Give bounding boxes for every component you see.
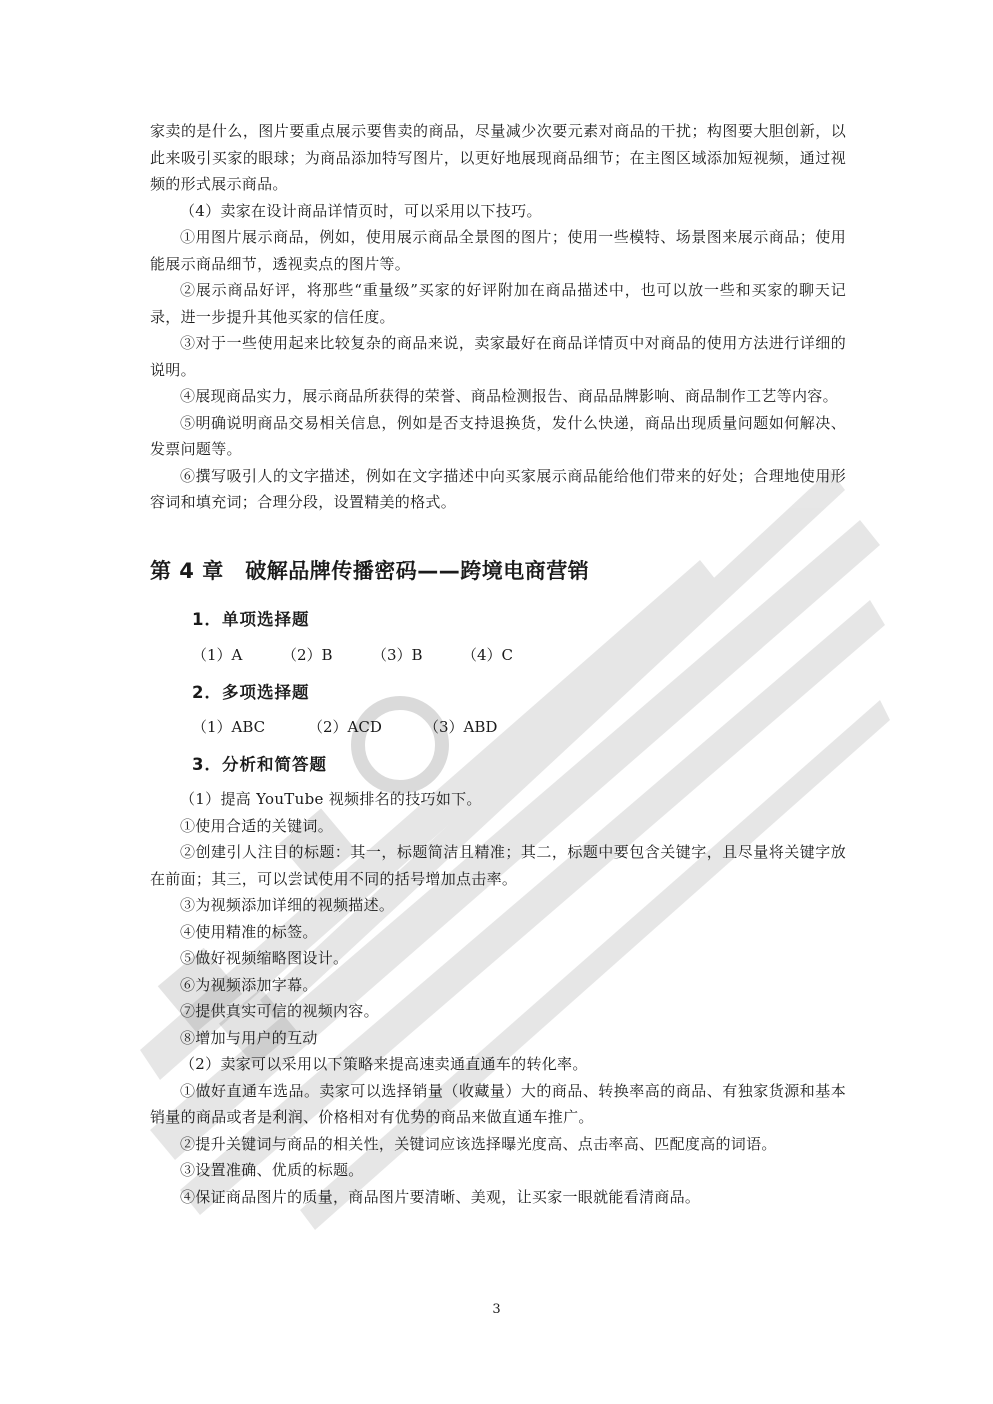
answer-item: （1）ABC: [192, 718, 266, 736]
short-answer-section: [150, 786, 846, 1210]
paragraph: ③对于一些使用起来比较复杂的商品来说，卖家最好在商品详情页中对商品的使用方法进行详细的说明。: [150, 334, 846, 379]
paragraph: （2）卖家可以采用以下策略来提高速卖通直通车的转化率。: [180, 1055, 588, 1073]
paragraph: （4）卖家在设计商品详情页时，可以采用以下技巧。: [180, 201, 542, 220]
paragraph: （1）提高 YouTube 视频排名的技巧如下。: [180, 790, 482, 808]
answer-item: （1）A: [192, 646, 243, 664]
paragraph: ④使用精准的标签。: [180, 922, 318, 941]
paragraph: ③设置准确、优质的标题。: [180, 1161, 364, 1179]
paragraph: ②创建引人注目的标题：其一，标题简洁且精准；其二，标题中要包含关键字，且尽量将关键字放在前面；其三，可以尝试使用不同的括号增加点击率。: [150, 843, 846, 888]
paragraph: 家卖的是什么，图片要重点展示要售卖的商品，尽量减少次要元素对商品的干扰；构图要大胆创新，以此来吸引买家的眼球；为商品添加特写图片，以更好地展现商品细节；在主图区域添加短视频，通过视频的形式展示商品。: [150, 122, 846, 193]
paragraph: ①用图片展示商品，例如，使用展示商品全景图的图片；使用一些模特、场景图来展示商品；使用能展示商品细节，透视卖点的图片等。: [150, 228, 846, 273]
section-heading-multiple-choice: 2．多项选择题: [192, 683, 310, 702]
paragraph: ④保证商品图片的质量，商品图片要清晰、美观，让买家一眼就能看清商品。: [180, 1187, 701, 1206]
continued-section: [150, 118, 846, 516]
paragraph: ③为视频添加详细的视频描述。: [180, 896, 395, 914]
section-heading-short-answer: 3．分析和简答题: [192, 755, 327, 774]
answer-item: （2）ACD: [308, 718, 382, 736]
answer-item: （3）ABD: [424, 718, 498, 736]
chapter-title: 第 4 章 破解品牌传播密码——跨境电商营销: [150, 559, 590, 583]
single-choice-answers: [192, 642, 552, 668]
answer-item: （3）B: [372, 646, 423, 664]
paragraph: ④展现商品实力，展示商品所获得的荣誉、商品检测报告、商品品牌影响、商品制作工艺等内容。: [180, 387, 838, 405]
paragraph: ②提升关键词与商品的相关性，关键词应该选择曝光度高、点击率高、匹配度高的词语。: [180, 1134, 777, 1153]
page-number: 3: [492, 1302, 501, 1317]
answer-item: （2）B: [282, 646, 333, 664]
multiple-choice-answers: [192, 714, 540, 740]
paragraph: ①使用合适的关键词。: [180, 816, 334, 835]
paragraph: ⑥为视频添加字幕。: [180, 975, 318, 994]
answer-item: （4）C: [462, 646, 514, 664]
section-heading-single-choice: 1．单项选择题: [192, 610, 310, 629]
paragraph: ⑥撰写吸引人的文字描述，例如在文字描述中向买家展示商品能给他们带来的好处；合理地使用形容词和填充词；合理分段，设置精美的格式。: [150, 466, 846, 511]
paragraph: ⑧增加与用户的互动: [180, 1028, 318, 1047]
paragraph: ⑦提供真实可信的视频内容。: [180, 1002, 379, 1020]
paragraph: ⑤明确说明商品交易相关信息，例如是否支持退换货，发什么快递，商品出现质量问题如何解决、发票问题等。: [150, 413, 846, 458]
paragraph: ⑤做好视频缩略图设计。: [180, 949, 349, 967]
paragraph: ②展示商品好评，将那些“重量级”买家的好评附加在商品描述中，也可以放一些和买家的聊天记录，进一步提升其他买家的信任度。: [150, 281, 846, 326]
paragraph: ①做好直通车选品。卖家可以选择销量（收藏量）大的商品、转换率高的商品、有独家货源和基本销量的商品或者是利润、价格相对有优势的商品来做直通车推广。: [150, 1081, 846, 1126]
